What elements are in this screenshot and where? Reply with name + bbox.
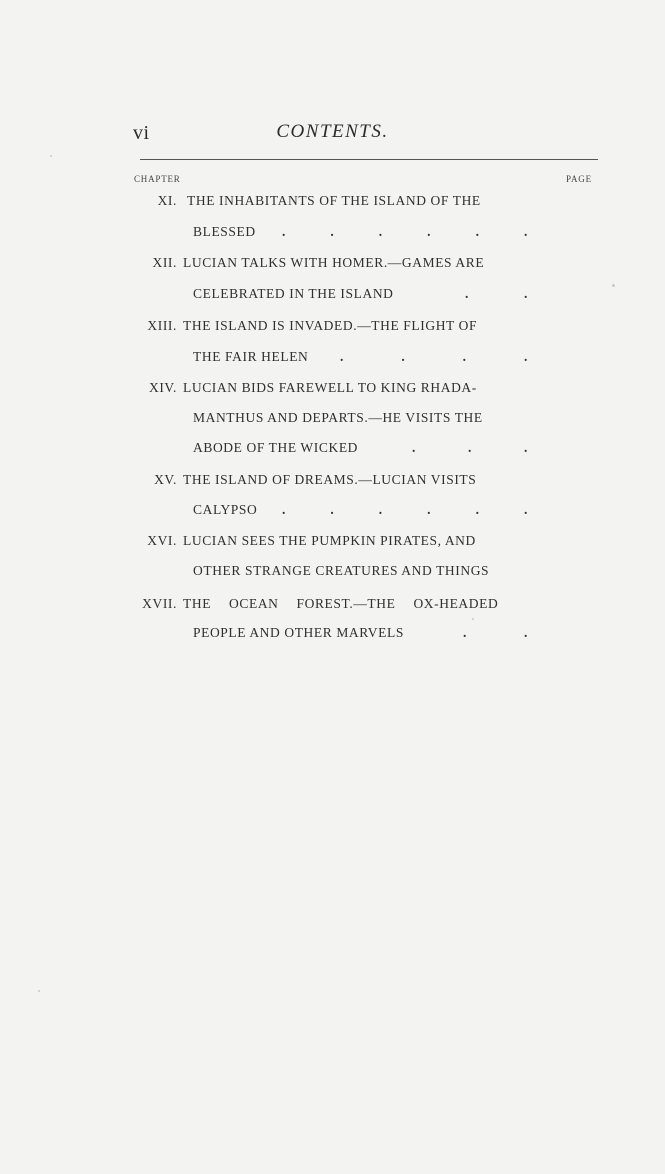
chapter-title-line: THE ISLAND OF DREAMS.—LUCIAN VISITS <box>183 472 477 487</box>
running-title: CONTENTS. <box>276 121 389 142</box>
paper-speck <box>472 618 474 620</box>
dot-leaders <box>340 349 528 365</box>
leader-dot: . <box>330 502 335 517</box>
chapter-title-continuation: CELEBRATED IN THE ISLAND <box>193 286 394 301</box>
chapter-title-continuation: BLESSED <box>193 224 256 239</box>
page-column-heading: PAGE <box>566 174 592 184</box>
leader-dot: . <box>523 349 528 364</box>
leader-dot: . <box>401 349 406 364</box>
chapter-number: XI. <box>157 193 177 208</box>
chapter-title-line: THE INHABITANTS OF THE ISLAND OF THE <box>187 193 481 208</box>
chapter-number: XVII. <box>142 596 177 611</box>
chapter-title-line: LUCIAN SEES THE PUMPKIN PIRATES, AND <box>183 533 476 548</box>
leader-dot: . <box>378 224 383 239</box>
chapter-title-continuation: ABODE OF THE WICKED <box>193 440 359 455</box>
leader-dot: . <box>468 440 472 455</box>
leader-dot: . <box>523 224 528 239</box>
paper-speck <box>50 155 52 157</box>
dot-leaders <box>465 286 528 302</box>
leader-dot: . <box>427 224 432 239</box>
chapter-column-heading: CHAPTER <box>134 174 181 184</box>
dot-leaders <box>412 440 528 456</box>
chapter-title-continuation: CALYPSO <box>193 502 258 517</box>
leader-dot: . <box>475 502 480 517</box>
chapter-number: XV. <box>154 472 177 487</box>
leader-dot: . <box>524 440 528 455</box>
leader-dot: . <box>462 349 467 364</box>
chapter-number: XIII. <box>147 318 177 333</box>
chapter-title-line: THE OCEAN FOREST.—THE OX-HEADED <box>183 596 499 611</box>
dot-leaders <box>282 502 528 518</box>
chapter-title-continuation: THE FAIR HELEN <box>193 349 309 364</box>
leader-dot: . <box>465 286 469 301</box>
chapter-number: XVI. <box>147 533 177 548</box>
chapter-number: XII. <box>152 255 177 270</box>
chapter-title-continuation: MANTHUS AND DEPARTS.—HE VISITS THE <box>193 410 483 425</box>
header-rule <box>140 159 598 160</box>
chapter-title-continuation: OTHER STRANGE CREATURES AND THINGS <box>193 563 490 578</box>
leader-dot: . <box>463 625 467 640</box>
chapter-title-line: THE ISLAND IS INVADED.—THE FLIGHT OF <box>183 318 478 333</box>
page-folio: vi <box>133 122 150 144</box>
leader-dot: . <box>412 440 416 455</box>
leader-dot: . <box>340 349 344 364</box>
leader-dot: . <box>330 224 335 239</box>
leader-dot: . <box>427 502 432 517</box>
leader-dot: . <box>282 502 286 517</box>
chapter-title-line: LUCIAN TALKS WITH HOMER.—GAMES ARE <box>183 255 485 270</box>
leader-dot: . <box>282 224 286 239</box>
chapter-number: XIV. <box>148 380 177 395</box>
leader-dot: . <box>524 625 528 640</box>
leader-dot: . <box>524 286 528 301</box>
leader-dot: . <box>523 502 528 517</box>
dot-leaders <box>282 224 528 240</box>
leader-dot: . <box>378 502 383 517</box>
paper-speck <box>612 284 615 287</box>
paper-speck <box>38 990 40 992</box>
chapter-title-continuation: PEOPLE AND OTHER MARVELS <box>193 625 404 640</box>
dot-leaders <box>463 625 528 641</box>
chapter-title-line: LUCIAN BIDS FAREWELL TO KING RHADA- <box>183 380 477 395</box>
leader-dot: . <box>475 224 480 239</box>
